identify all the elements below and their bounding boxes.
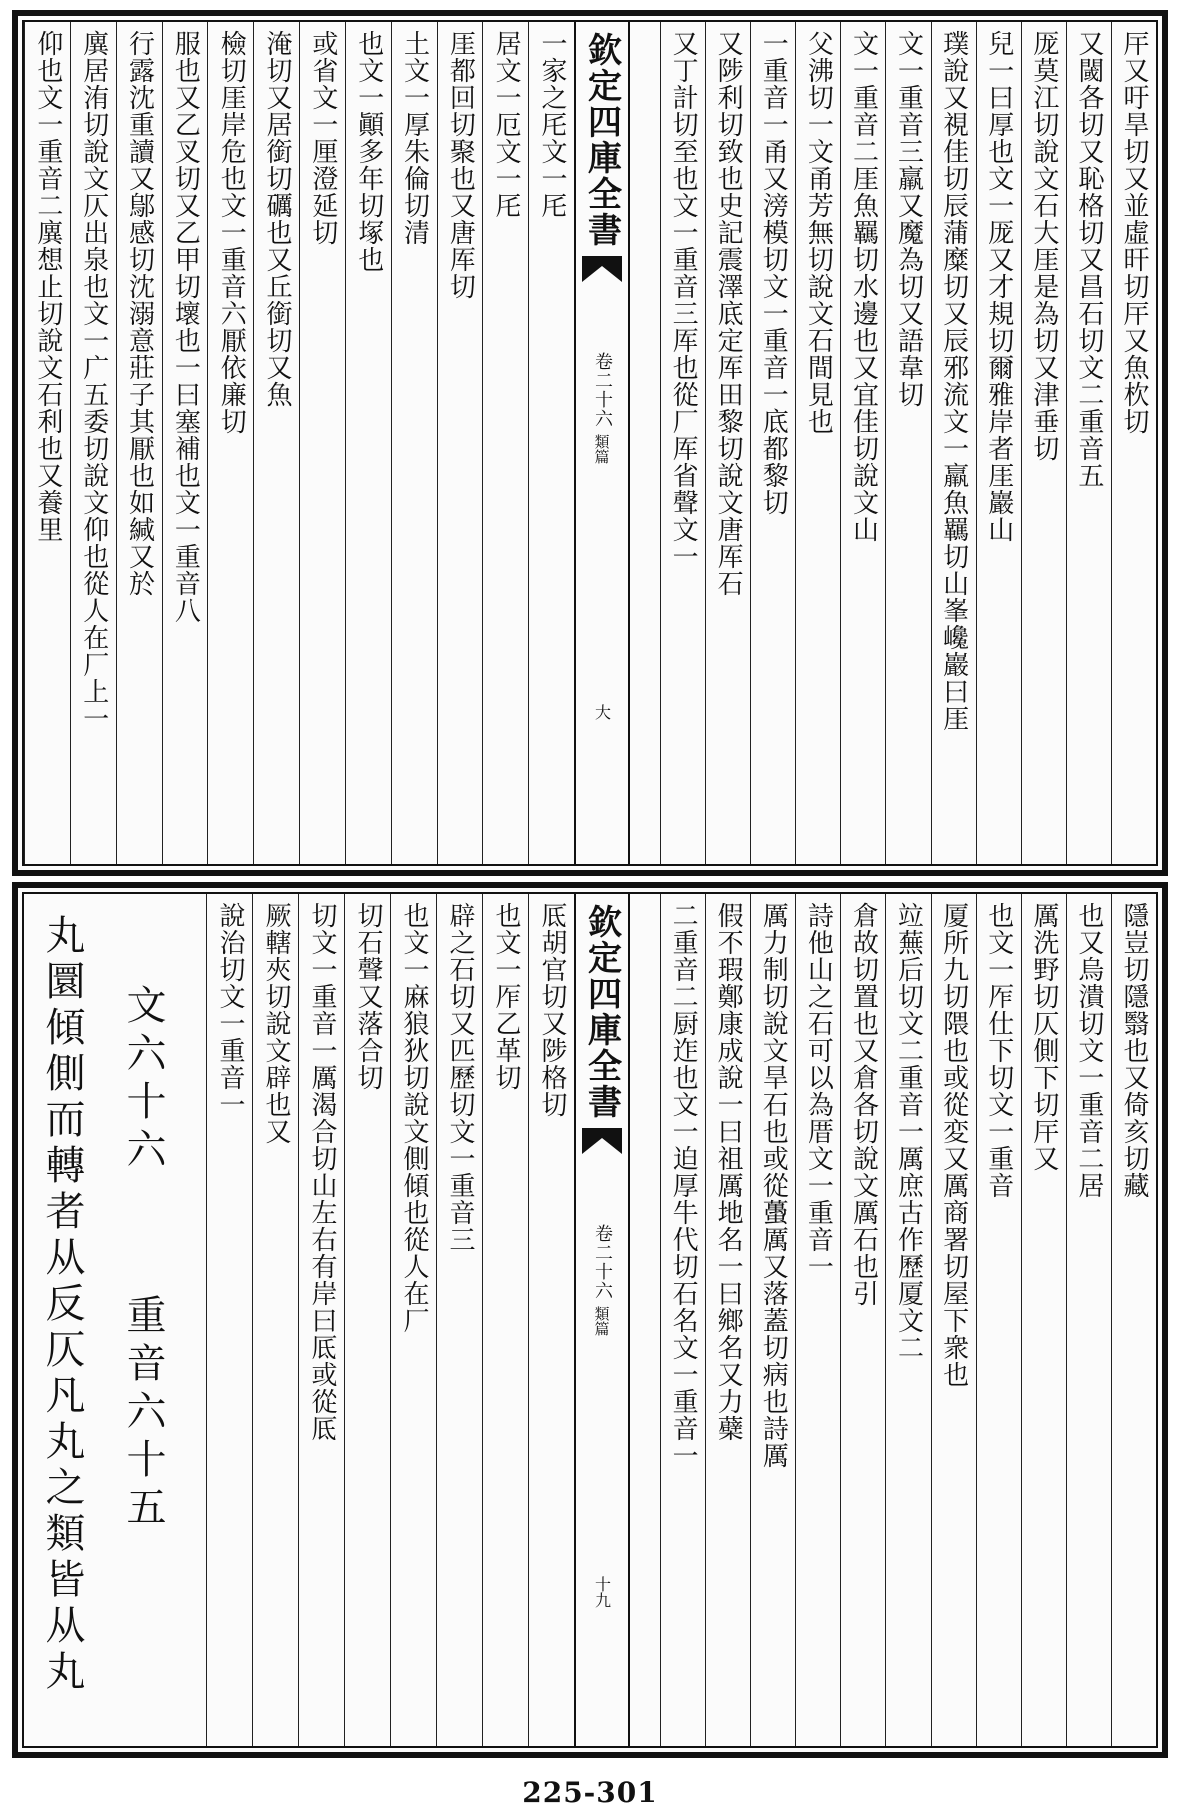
- text-column: 一重音一甬又滂模切文一重音一底都黎切: [750, 22, 795, 864]
- text-column: 二重音二厨迮也文一迫厚牛代切石名文一重音一: [660, 894, 705, 1746]
- text-column: 假不瑕鄭康成說一曰祖厲地名一曰鄉名又力蘗: [705, 894, 750, 1746]
- page-panel-top: [12, 10, 1168, 876]
- text-column: 或省文一厘澄延切: [299, 22, 345, 864]
- text-column: 厲洗野切仄側下切厈又: [1021, 894, 1066, 1746]
- text-column: 土文一厚朱倫切清: [391, 22, 437, 864]
- text-column: 淹切又居銜切礪也又丘銜切又魚: [253, 22, 299, 864]
- text-column: 辟之石切又匹歷切文一重音三: [436, 894, 482, 1746]
- spine-folio-number: 大: [592, 704, 612, 720]
- text-column: 一家之厇文一厇: [528, 22, 574, 864]
- text-column: 竝蕪后切文二重音一厲庶古作歷厦文二: [885, 894, 930, 1746]
- fish-tail-mark: [582, 1128, 622, 1154]
- spine-title: 欽定四庫全書: [581, 904, 622, 1120]
- spine-center-top: [574, 22, 630, 864]
- page-frame-bottom: [22, 892, 1158, 1748]
- text-column: 文一重音三羸又魔為切又語韋切: [885, 22, 930, 864]
- text-column: 兒一曰厚也文一厐又才規切爾雅岸者厓巖山: [976, 22, 1021, 864]
- text-column: 厈又吁旱切又並虛旰切厈又魚杴切: [1111, 22, 1156, 864]
- page-frame-top: [22, 20, 1158, 866]
- character-count-line: 文六十六: [120, 984, 166, 1176]
- spine-category-label: 類篇: [592, 434, 611, 464]
- text-column: 也又烏潰切文一重音二居: [1066, 894, 1111, 1746]
- right-half-columns-bottom: [660, 894, 1156, 1746]
- text-column: 文一重音二厓魚羈切水邊也又宜佳切說文山: [840, 22, 885, 864]
- page-panel-bottom: [12, 882, 1168, 1758]
- fish-tail-mark: [582, 256, 622, 282]
- text-column: 厲力制切說文旱石也或從蠆厲又落蓋切病也詩厲: [750, 894, 795, 1746]
- text-column: 切文一重音一厲渴合切山左右有岸曰厎或從厎: [298, 894, 344, 1746]
- text-column: 厥轄夾切說文辟也又: [252, 894, 298, 1746]
- text-column: 隱豈切隱翳也又倚亥切藏: [1111, 894, 1156, 1746]
- page-number: 225-301: [522, 1776, 658, 1809]
- text-column: 仰也文一重音二廙想止切說文石利也又養里: [24, 22, 70, 864]
- text-column: 也文一厏乙革切: [482, 894, 528, 1746]
- text-column: 也文一顚多年切塚也: [345, 22, 391, 864]
- spine-center-bottom: [574, 894, 630, 1746]
- text-column: 廙居洧切說文仄出泉也文一广五委切說文仰也從人在厂上一: [70, 22, 116, 864]
- spine-category-label: 類篇: [592, 1306, 611, 1336]
- text-column: 也文一麻狼狄切說文側傾也從人在厂: [390, 894, 436, 1746]
- text-column: 居文一厄文一厇: [482, 22, 528, 864]
- text-column: 詩他山之石可以為厝文一重音一: [795, 894, 840, 1746]
- text-column: 檢切厓岸危也文一重音六厭依廉切: [207, 22, 253, 864]
- spine-title: 欽定四庫全書: [581, 32, 622, 248]
- text-column: 切石聲又落合切: [344, 894, 390, 1746]
- text-column: 也文一厏仕下切文一重音: [976, 894, 1021, 1746]
- spine-folio-number: 十九: [592, 1576, 612, 1608]
- text-column: 行露沈重讀又鄔感切沈溺意莊子其厭也如緘又於: [116, 22, 162, 864]
- reading-count-line: 重音六十五: [120, 1294, 166, 1534]
- text-column: 厦所九切隈也或從変又厲商署切屋下衆也: [931, 894, 976, 1746]
- text-column: 璞說又視佳切辰蒲糜切又辰邪流文一羸魚羈切山峯巉巖曰厓: [931, 22, 976, 864]
- text-column: 厓都回切聚也又唐厍切: [437, 22, 483, 864]
- spine-juan-label: 卷二十六: [592, 352, 613, 428]
- text-column: 又丁計切至也文一重音三厍也從厂厍省聲文一: [660, 22, 705, 864]
- spine-juan-label: 卷二十六: [592, 1224, 613, 1300]
- text-column: 父沸切一文甬芳無切說文石間見也: [795, 22, 840, 864]
- left-half-columns-top: [24, 22, 574, 864]
- text-column: 又陟利切致也史記震澤底定厍田黎切說文唐厍石: [705, 22, 750, 864]
- text-column: 倉故切置也又倉各切說文厲石也引: [840, 894, 885, 1746]
- text-column: 說治切文一重音一: [206, 894, 252, 1746]
- right-half-columns-top: [660, 22, 1156, 864]
- text-column: 又閾各切又恥格切又昌石切文二重音五: [1066, 22, 1111, 864]
- radical-definition-line: 丸圜傾側而轉者从反仄凡丸之類皆从丸: [39, 914, 85, 1696]
- text-column: 厐莫江切說文石大厓是為切又津垂切: [1021, 22, 1066, 864]
- text-column: 服也又乙叉切又乙甲切壞也一曰塞補也文一重音八: [162, 22, 208, 864]
- text-column: 厎胡官切又陟格切: [528, 894, 574, 1746]
